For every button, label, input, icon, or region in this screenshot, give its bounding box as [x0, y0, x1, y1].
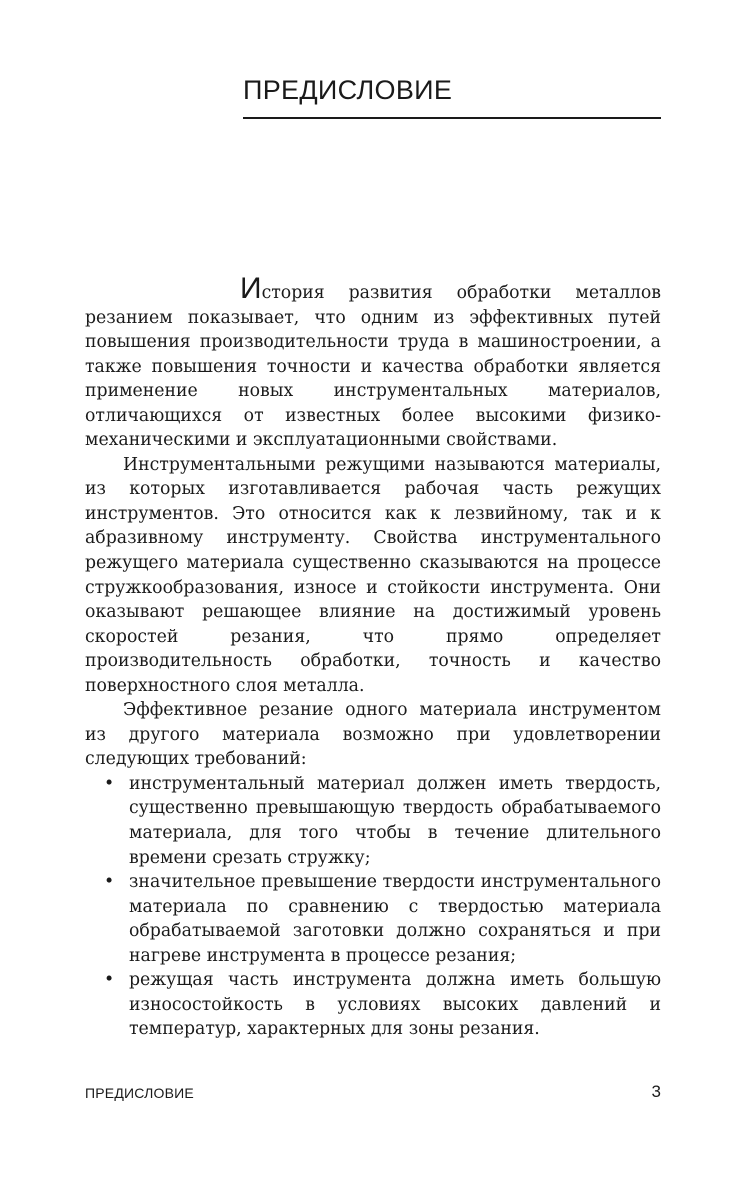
- list-item: [85, 968, 661, 1042]
- chapter-body: [85, 272, 661, 1042]
- list-item: [85, 870, 661, 968]
- paragraph-intro-text: стория развития обработки металлов резанием показывает, что одним из эффективных путей повышения производительности труда в машиностроении, а также повышения точности и качества обработки является применение новых инструментальных материалов, отличающихся от известных более высокими физико-механическими и эксплуатационными свойствами.: [85, 283, 661, 451]
- running-footer: ПРЕДИСЛОВИЕ: [85, 1085, 194, 1101]
- list-item: [85, 772, 661, 870]
- list-item-text: значительное превышение твердости инструментального материала по сравнению с твердостью материала обрабатываемой заготовки должно сохраняться и при нагреве инструмента в процессе резания;: [129, 872, 661, 966]
- title-underline: [243, 117, 661, 119]
- bullet-icon: •: [104, 773, 115, 794]
- requirements-list: [85, 772, 661, 1042]
- page-number: 3: [651, 1082, 661, 1101]
- list-item-text: режущая часть инструмента должна иметь большую износостойкость в условиях высоких давлений и температур, характерных для зоны резания.: [129, 970, 661, 1040]
- paragraph-requirements-intro: Эффективное резание одного материала инструментом из другого материала возможно при удовлетворении следующих требований:: [85, 700, 661, 770]
- bullet-icon: •: [104, 970, 115, 991]
- bullet-icon: •: [104, 872, 115, 893]
- chapter-title: ПРЕДИСЛОВИЕ: [243, 75, 453, 105]
- paragraph-definition: Инструментальными режущими называются материалы, из которых изготавливается рабочая часть режущих инструментов. Это относится как к лезвийному, так и к абразивному инструменту. Свойства инструментального режущего материала существенно сказываются на процессе стружкообразования, износе и стойкости инструмента. Они оказывают решающее влияние на достижимый уровень скоростей резания, что прямо определяет производительность обработки, точность и качество поверхностного слоя металла.: [85, 454, 661, 696]
- paragraph-intro: [85, 272, 661, 453]
- drop-cap-letter: И: [240, 272, 262, 305]
- list-item-text: инструментальный материал должен иметь твердость, существенно превышающую твердость обрабатываемого материала, для того чтобы в течение длительного времени срезать стружку;: [129, 773, 661, 868]
